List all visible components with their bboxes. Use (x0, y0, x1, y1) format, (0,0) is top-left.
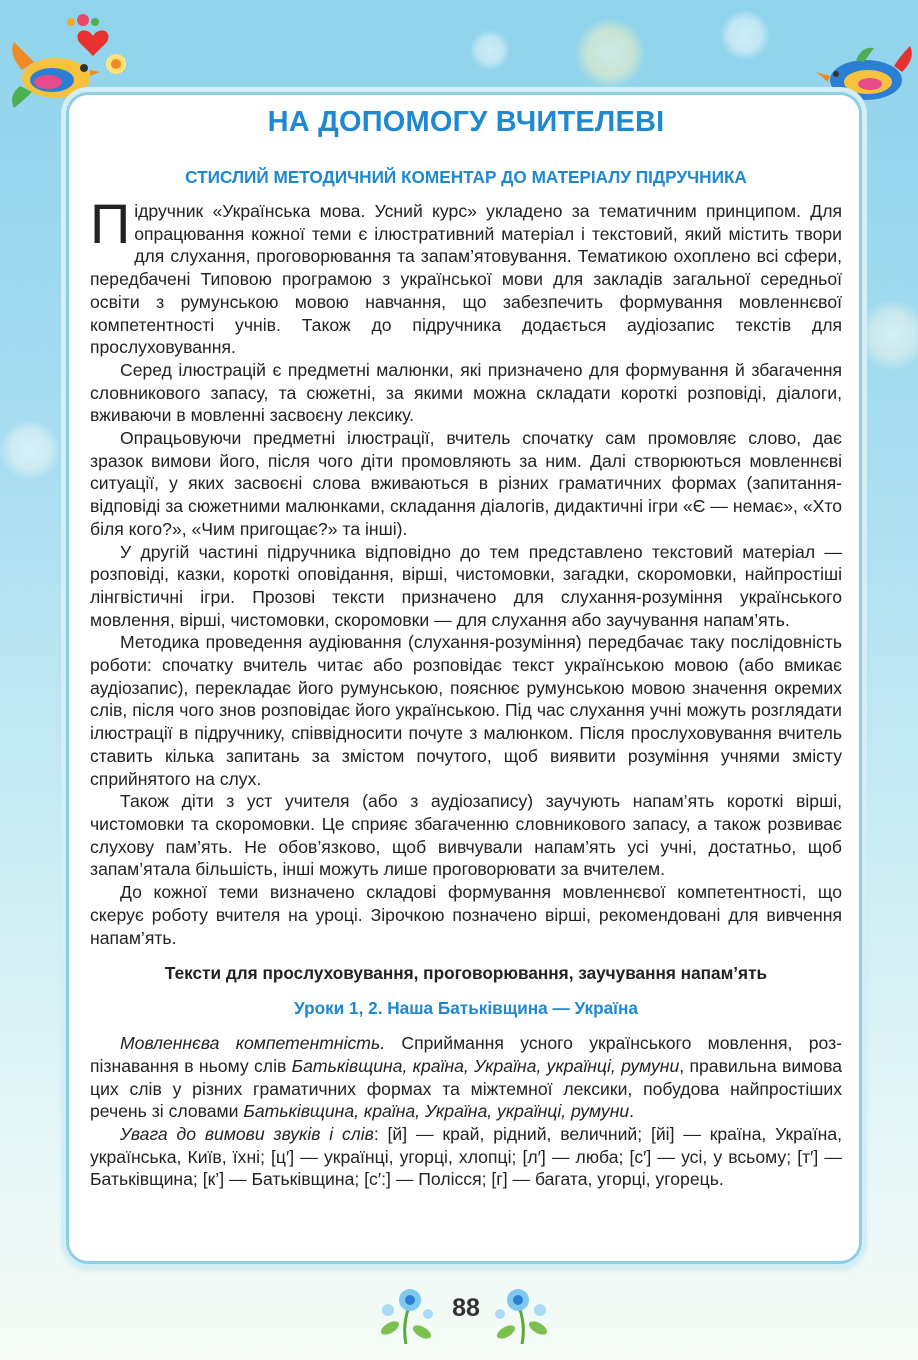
body-paragraph: Опрацьовуючи предметні ілюстрації, вчитель спочатку сам промовляє слово, дає зразок вимови його, після чого діти промовляють за ним. Далі створюються мовленнєві ситуації, у яких засвоєні слова вживаються в різних граматичних формах (запитання-відповіді за сюжетними малюнками, складання діалогів, дидактичні ігри «Є — немає», «Хто біля кого?», «Чим пригощає?» та інші). (90, 428, 842, 539)
bokeh-light (575, 18, 645, 88)
competence-label: Мовленнєва компетентність. (120, 1033, 386, 1054)
intro-text: ідручник «Українська мова. Усний курс» укладено за тематичним принципом. Для опрацювання кожної теми є ілюстративний матеріал і текстовий, який містить твори для слухання, проговорювання та запам’ятовування. Тематикою охоплено всі сфери, передбачені Типовою програмою з української мови для закладів загальної середньої освіти з румунською мовою навчання, що забезпечить формування мовленнєвої компетентності учнів. Також до підручника додається аудіозапис текстів для прослуховування. (90, 201, 842, 358)
bokeh-light (0, 420, 60, 480)
page-number: 88 (452, 1294, 480, 1322)
body-paragraph: Методика проведення аудіювання (слухання-розуміння) передбачає таку послідовність роботи: спочатку вчитель читає або розповідає текст українською мовою (або вмикає аудіозапис), перекладає його румунською, пояснює румунською мовою значення окремих слів, після чого знов розповідає його українською. Під час слухання учні можуть розглядати ілюстрації в підручнику, співвідносити почуте з малюнком. Після прослуховування вчитель ставить кілька запитань за змістом почутого, щоб виявити розуміння учнями змісту сприйнятого на слух. (90, 632, 842, 789)
bokeh-light (720, 10, 770, 60)
lesson-heading: Уроки 1, 2. Наша Батьківщина — Україна (294, 998, 638, 1019)
body-paragraph: До кожної теми визначено складові формування мовленнєвої компетентності, що скерує роботу вчителя на уроці. Зірочкою позначено вірші, рекомендовані для вивчення напам’ять. (90, 882, 842, 948)
competence-text: Сприймання усного українського мовлення, розпізнавання в ньому слів (90, 1033, 843, 1076)
flower-left-icon (376, 1284, 436, 1346)
body-paragraph: У другій частині підручника відповідно до тем представлено текстовий матеріал — розповіді, казки, короткі оповідання, вірші, чистомовки, загадки, скоромовки, найпростіші лінгвістичні ігри. Прозові тексти призначено для слухання-розуміння українського мовлення, вірші, чистомовки, скоромовки — для слухання або заучування напам’ять. (90, 541, 842, 630)
body-paragraph: Серед ілюстрацій є предметні малюнки, які призначено для формування й збагачення словникового запасу, та сюжетні, за якими можна складати короткі розповіді, діалоги, вживаючи в мовленні засвоєну лексику. (90, 359, 842, 426)
page-subtitle: СТИСЛИЙ МЕТОДИЧНИЙ КОМЕНТАР ДО МАТЕРІАЛУ ПІДРУЧНИКА (185, 167, 747, 187)
page-title: НА ДОПОМОГУ ВЧИТЕЛЕВІ (267, 106, 665, 138)
texts-heading: Тексти для прослуховування, проговорювання, заучування напам’ять (164, 963, 768, 984)
drop-cap: П (90, 192, 131, 255)
attention-label: Увага до вимови звуків і слів (120, 1124, 374, 1145)
competence-text: . (629, 1101, 635, 1122)
body-paragraph: Також діти з уст учителя (або з аудіозапису) заучують напам’ять короткі вірші, чистомовки та скоромовки. Це сприяє збагаченню словникового запасу, а також розвиває слухову пам’ять. Не обов’язково, щоб вивчували напам’ять усі учні, достатньо, щоб запам’ятала більшість, інші можуть лише проговорювати за вчителем. (90, 791, 842, 880)
attention-paragraph (90, 1123, 842, 1191)
competence-words: Батьківщина, країна, Україна, українці, румуни (243, 1101, 630, 1122)
intro-paragraph (90, 192, 842, 359)
bokeh-light (470, 30, 510, 70)
competence-words: Батьківщина, країна, Україна, українці, румуни (291, 1055, 680, 1076)
page-content (90, 102, 842, 1191)
flower-right-icon (492, 1284, 552, 1346)
competence-paragraph (90, 1032, 842, 1123)
attention-text: : [й] — край, рідний, величний; [йі] — країна, Україна, українська, Київ, їхні; [ц′] — українці, угорці, хлопці; [л′] — люба; [с′] — усі, у всьому; [т′] — Батьківщина; [к’] — Батьківщина; [с′:] — Полісся; [г] — багата, угорці, угорець. (90, 1124, 842, 1190)
bokeh-light (858, 300, 918, 370)
competence-text: , правильна вимова цих слів у різних граматичних формах та міжтемної лексики, побудова найпростіших речень зі словами (90, 1055, 843, 1122)
